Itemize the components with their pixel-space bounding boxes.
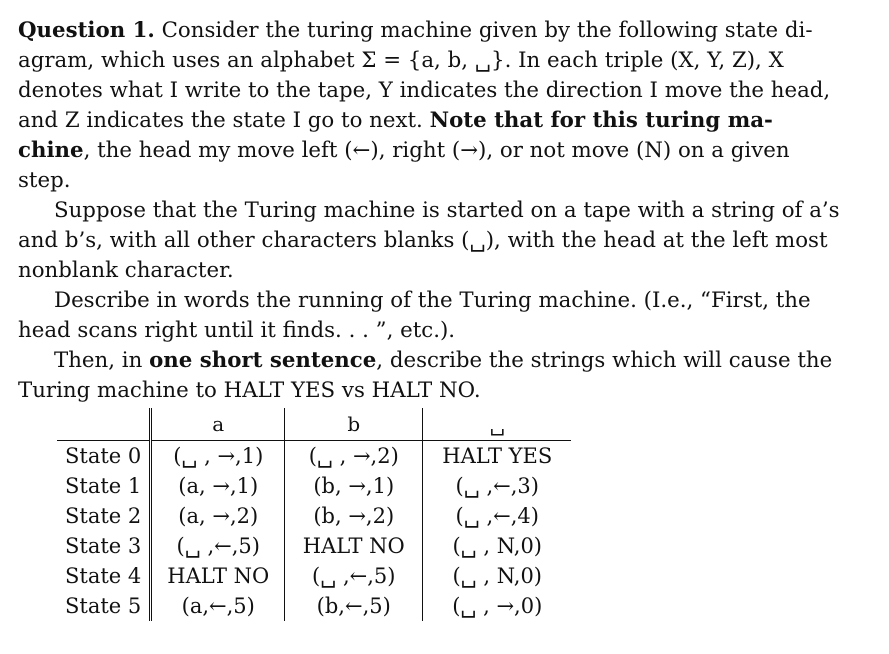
cell-blank: (␣ ,←,4) (455, 504, 539, 528)
state-label: State 2 (57, 501, 151, 531)
cell-b: (␣ ,←,5) (285, 561, 423, 591)
header-b: b (285, 408, 423, 441)
state-label: State 5 (57, 591, 151, 621)
header-empty (57, 408, 151, 441)
table-row (57, 441, 571, 472)
table-row (57, 501, 571, 531)
cell-b: (␣ , →,2) (285, 441, 423, 472)
question-line-6: step. (18, 168, 71, 193)
transition-table (57, 408, 571, 621)
cell-a: (␣ ,←,5) (151, 531, 285, 561)
table-header-row (57, 408, 571, 441)
question-line-1 (18, 18, 813, 43)
table-row (57, 561, 571, 591)
bold-note: Note that for this turing ma- (429, 108, 773, 133)
para4-line-2: Turing machine to HALT YES vs HALT NO. (18, 378, 481, 403)
question-line-5 (18, 138, 790, 163)
text-span: , describe the strings which will cause the (376, 348, 833, 373)
cell-blank: (␣ , N,0) (452, 564, 543, 588)
cell-a: (a,←,5) (151, 591, 285, 621)
header-a: a (151, 408, 285, 441)
question-line-3: denotes what I write to the tape, Y indicates the direction I move the head, (18, 78, 831, 103)
bold-note-cont: chine (18, 138, 84, 163)
table-row (57, 531, 571, 561)
text-span: and Z indicates the state I go to next. (18, 108, 423, 133)
para2-line-1: Suppose that the Turing machine is started on a tape with a string of a’s (54, 198, 840, 223)
cell-blank: (␣ ,←,3) (455, 474, 539, 498)
para4-line-1 (54, 348, 832, 373)
state-label: State 1 (57, 471, 151, 501)
bold-phrase: one short sentence (149, 348, 377, 373)
para2-line-2: and b’s, with all other characters blanks (␣), with the head at the left most (18, 228, 828, 253)
question-label: Question 1. (18, 18, 155, 43)
text-span: Then, in (54, 348, 150, 373)
cell-b: HALT NO (285, 531, 423, 561)
cell-a: (a, →,1) (151, 471, 285, 501)
cell-b: (b, →,2) (285, 501, 423, 531)
cell-b: (b, →,1) (285, 471, 423, 501)
state-label: State 3 (57, 531, 151, 561)
header-blank: ␣ (423, 408, 572, 441)
cell-blank: HALT YES (442, 444, 553, 468)
cell-a: (␣ , →,1) (151, 441, 285, 472)
cell-a: (a, →,2) (151, 501, 285, 531)
question-line-2: agram, which uses an alphabet Σ = {a, b, ␣}. In each triple (X, Y, Z), X (18, 48, 784, 73)
cell-blank: (␣ , →,0) (452, 594, 543, 618)
para3-line-2: head scans right until it finds. . . ”, etc.). (18, 318, 456, 343)
cell-a: HALT NO (151, 561, 285, 591)
state-label: State 0 (57, 441, 151, 472)
cell-blank: (␣ , N,0) (452, 534, 543, 558)
table-row (57, 591, 571, 621)
state-label: State 4 (57, 561, 151, 591)
table-row (57, 471, 571, 501)
text-span: Consider the turing machine given by the following state di- (154, 18, 813, 43)
question-line-4 (18, 108, 773, 133)
text-span: , the head my move left (←), right (→), or not move (N) on a given (83, 138, 790, 163)
cell-b: (b,←,5) (285, 591, 423, 621)
para3-line-1: Describe in words the running of the Turing machine. (I.e., “First, the (54, 288, 811, 313)
para2-line-3: nonblank character. (18, 258, 234, 283)
